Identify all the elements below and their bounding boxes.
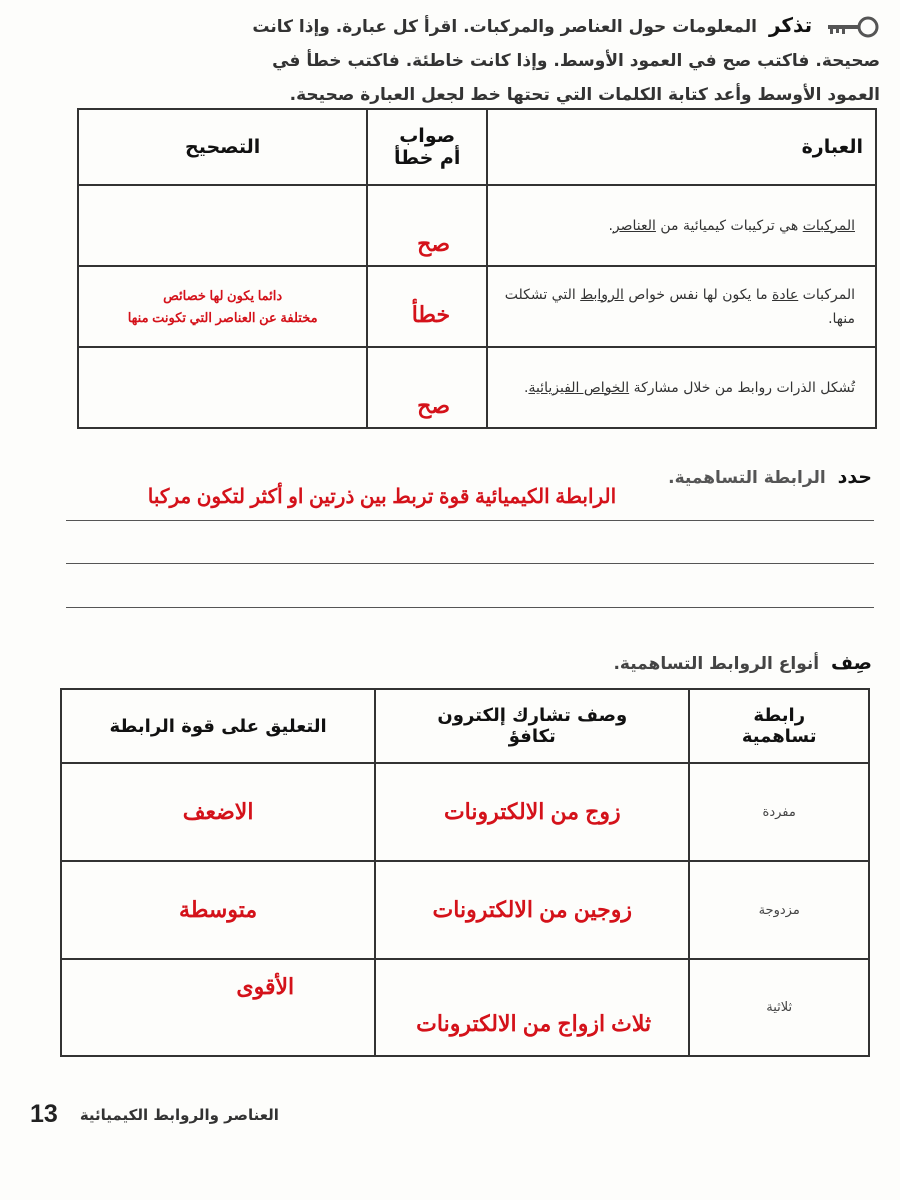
t1-correction-cell[interactable] [78, 266, 367, 347]
underlined-word: الروابط [580, 286, 624, 303]
answer-text: صح [417, 231, 451, 256]
intro-line-1 [20, 8, 880, 44]
key-icon [824, 16, 880, 38]
underlined-word: العناصر [612, 217, 656, 234]
statement-text: المركبات عادة ما يكون لها نفس خواص الروابط التي تشكلت منها. [504, 286, 855, 327]
correction-line: دائما يكون لها خصائص [163, 287, 283, 303]
bond-comment-cell[interactable] [61, 959, 375, 1056]
define-answer[interactable]: الرابطة الكيميائية قوة تربط بين ذرتين او أكثر لتكون مركبا [147, 486, 617, 508]
table-row [61, 861, 869, 959]
t1-answer-cell[interactable] [367, 266, 487, 347]
t1-header-tf-line1: صواب [399, 125, 456, 147]
t1-header-truefalse [367, 109, 487, 185]
bond-type: مزدوجة [689, 861, 869, 959]
define-prompt-text: الرابطة التساهمية. [668, 468, 826, 488]
answer-text: خطأ [411, 302, 451, 327]
t2-header-type: رابطة تساهمية [689, 689, 869, 763]
intro-text-1: المعلومات حول العناصر والمركبات. اقرأ كل عبارة. وإذا كانت [252, 17, 758, 37]
table-row [61, 763, 869, 861]
page-footer [30, 1100, 350, 1129]
t1-header-row [78, 109, 876, 185]
underlined-word: عادة [772, 286, 799, 303]
table-row [78, 347, 876, 428]
bond-description: زوجين من الالكترونات [432, 897, 632, 922]
bond-type: ثلاثية [689, 959, 869, 1056]
define-prompt [668, 466, 872, 488]
bond-description: ثلاث ازواج من الالكترونات [416, 1011, 652, 1036]
bond-type: مفردة [689, 763, 869, 861]
statement-text: تُشكل الذرات روابط من خلال مشاركة الخواص الفيزيائية. [524, 379, 855, 396]
t1-statement-cell [487, 185, 876, 266]
t1-header-statement: العبارة [487, 109, 876, 185]
t1-statement-cell [487, 266, 876, 347]
t1-correction-cell[interactable] [78, 185, 367, 266]
bond-comment-cell[interactable] [61, 763, 375, 861]
t2-header-description: وصف تشارك إلكترون تكافؤ [375, 689, 689, 763]
covalent-bonds-table [60, 688, 870, 1057]
define-keyword: حدد [837, 466, 872, 488]
bond-comment-cell[interactable] [61, 861, 375, 959]
correction-line: مختلفة عن العناصر التي تكونت منها [127, 309, 318, 325]
intro-line-2: صحيحة. فاكتب صح في العمود الأوسط. وإذا كانت خاطئة. فاكتب خطأ في [272, 51, 880, 71]
statement-text: المركبات هي تركيبات كيميائية من العناصر. [608, 217, 855, 234]
table-row [61, 959, 869, 1056]
describe-prompt [613, 652, 872, 674]
t1-answer-cell[interactable] [367, 185, 487, 266]
answer-text: صح [417, 393, 451, 418]
t1-header-correction: التصحيح [78, 109, 367, 185]
answer-line [66, 607, 874, 608]
intro-keyword: تذكر [768, 13, 813, 37]
answer-line [66, 520, 874, 521]
underlined-word: المركبات [802, 217, 855, 234]
bond-comment: متوسطة [179, 897, 258, 922]
table-row [78, 266, 876, 347]
table-row [78, 185, 876, 266]
bond-description-cell[interactable] [375, 959, 689, 1056]
bond-description-cell[interactable] [375, 861, 689, 959]
page-number: 13 [30, 1100, 58, 1128]
t1-answer-cell[interactable] [367, 347, 487, 428]
intro-line-3: العمود الأوسط وأعد كتابة الكلمات التي تحتها خط لجعل العبارة صحيحة. [289, 85, 880, 105]
underlined-word: الخواص الفيزيائية [528, 379, 630, 396]
t2-header-comment: التعليق على قوة الرابطة [61, 689, 375, 763]
answer-line [66, 563, 874, 564]
chapter-title: العناصر والروابط الكيميائية [79, 1105, 279, 1124]
t1-correction-cell[interactable] [78, 347, 367, 428]
bond-comment: الاضعف [182, 799, 254, 824]
t2-header-row [61, 689, 869, 763]
t1-statement-cell [487, 347, 876, 428]
describe-keyword: صِف [831, 652, 872, 674]
describe-prompt-text: أنواع الروابط التساهمية. [613, 654, 820, 674]
bond-description: زوج من الالكترونات [443, 799, 621, 824]
intro-instructions [20, 8, 880, 112]
true-false-table [77, 108, 877, 429]
bond-comment: الأقوى [236, 974, 295, 999]
t1-header-tf-line2: أم خطأ [393, 147, 461, 169]
bond-description-cell[interactable] [375, 763, 689, 861]
